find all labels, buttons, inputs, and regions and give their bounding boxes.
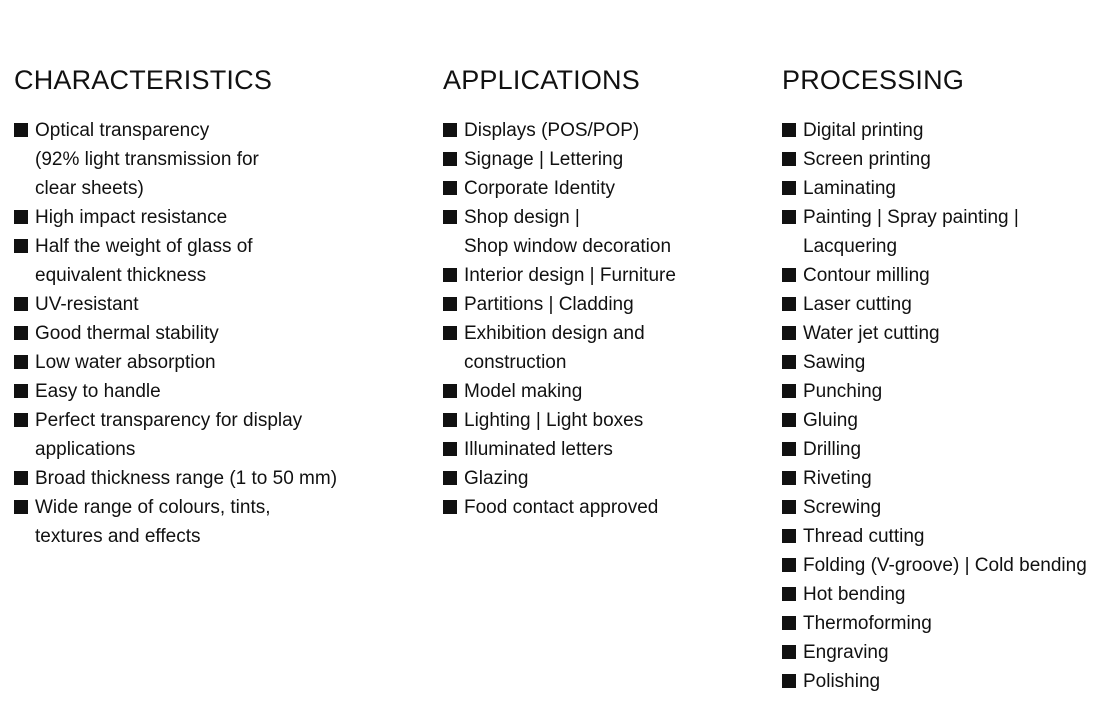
square-bullet-icon bbox=[443, 471, 457, 485]
list-item-text: Painting | Spray painting | bbox=[803, 207, 1019, 228]
square-bullet-icon bbox=[14, 326, 28, 340]
square-bullet-icon bbox=[782, 123, 796, 137]
list-item bbox=[782, 116, 1118, 145]
square-bullet-icon bbox=[782, 210, 796, 224]
square-bullet-icon bbox=[782, 297, 796, 311]
list-item-text: construction bbox=[464, 352, 567, 373]
list-item-text: Riveting bbox=[803, 468, 872, 489]
square-bullet-icon bbox=[782, 355, 796, 369]
list-item-text: Easy to handle bbox=[35, 381, 161, 402]
square-bullet-icon bbox=[443, 181, 457, 195]
list-item bbox=[443, 145, 773, 174]
list-item-text: Shop design | bbox=[464, 207, 580, 228]
square-bullet-icon bbox=[14, 413, 28, 427]
list-item-text: Gluing bbox=[803, 410, 858, 431]
list-item-text: applications bbox=[35, 439, 136, 460]
square-bullet-icon bbox=[782, 442, 796, 456]
list-item-text: Contour milling bbox=[803, 265, 930, 286]
square-bullet-icon bbox=[443, 268, 457, 282]
list-item-text: Broad thickness range (1 to 50 mm) bbox=[35, 468, 338, 489]
square-bullet-icon bbox=[782, 268, 796, 282]
list-item-text: (92% light transmission for bbox=[35, 149, 259, 170]
column-title-characteristics: CHARACTERISTICS bbox=[14, 65, 273, 95]
list-item bbox=[14, 464, 424, 493]
square-bullet-icon bbox=[443, 413, 457, 427]
list-item bbox=[782, 493, 1118, 522]
list-item-text: Sawing bbox=[803, 352, 866, 373]
square-bullet-icon bbox=[782, 152, 796, 166]
square-bullet-icon bbox=[443, 152, 457, 166]
column-title-processing: PROCESSING bbox=[782, 65, 965, 95]
list-item-text: Engraving bbox=[803, 642, 889, 663]
list-item-text: Hot bending bbox=[803, 584, 906, 605]
list-item bbox=[14, 232, 424, 290]
list-item bbox=[14, 348, 424, 377]
list-item-text: equivalent thickness bbox=[35, 265, 207, 286]
list-item-text: Optical transparency bbox=[35, 120, 210, 141]
square-bullet-icon bbox=[443, 326, 457, 340]
square-bullet-icon bbox=[782, 616, 796, 630]
square-bullet-icon bbox=[14, 210, 28, 224]
list-item bbox=[782, 203, 1118, 261]
square-bullet-icon bbox=[782, 413, 796, 427]
list-item-text: Model making bbox=[464, 381, 583, 402]
list-item-text: Good thermal stability bbox=[35, 323, 219, 344]
list-item bbox=[782, 667, 1118, 696]
list-item bbox=[782, 319, 1118, 348]
square-bullet-icon bbox=[782, 587, 796, 601]
square-bullet-icon bbox=[782, 674, 796, 688]
square-bullet-icon bbox=[782, 326, 796, 340]
list-item-text: textures and effects bbox=[35, 526, 201, 547]
square-bullet-icon bbox=[443, 500, 457, 514]
square-bullet-icon bbox=[443, 384, 457, 398]
list-item bbox=[782, 522, 1118, 551]
list-item-text: Glazing bbox=[464, 468, 529, 489]
list-item bbox=[443, 203, 773, 261]
list-item bbox=[782, 174, 1118, 203]
list-item-text: Punching bbox=[803, 381, 883, 402]
list-item bbox=[443, 261, 773, 290]
square-bullet-icon bbox=[443, 210, 457, 224]
list-item bbox=[14, 116, 424, 203]
list-item bbox=[782, 551, 1118, 580]
list-item bbox=[782, 580, 1118, 609]
list-item-text: Signage | Lettering bbox=[464, 149, 624, 170]
list-item bbox=[782, 609, 1118, 638]
list-item-text: Laminating bbox=[803, 178, 896, 199]
list-item-text: Low water absorption bbox=[35, 352, 216, 373]
list-item-text: Polishing bbox=[803, 671, 881, 692]
column-applications bbox=[443, 64, 773, 522]
column-processing bbox=[782, 64, 1118, 696]
list-item bbox=[782, 377, 1118, 406]
square-bullet-icon bbox=[14, 297, 28, 311]
list-item bbox=[782, 406, 1118, 435]
list-item-text: Exhibition design and bbox=[464, 323, 645, 344]
list-item bbox=[14, 319, 424, 348]
list-item bbox=[443, 290, 773, 319]
list-item bbox=[14, 290, 424, 319]
applications-list bbox=[443, 116, 773, 522]
list-item bbox=[782, 435, 1118, 464]
list-item-text: High impact resistance bbox=[35, 207, 228, 228]
list-item bbox=[443, 406, 773, 435]
square-bullet-icon bbox=[14, 471, 28, 485]
list-item bbox=[14, 203, 424, 232]
list-item-text: Half the weight of glass of bbox=[35, 236, 253, 257]
characteristics-list bbox=[14, 116, 424, 551]
list-item-text: Folding (V-groove) | Cold bending bbox=[803, 555, 1087, 576]
square-bullet-icon bbox=[14, 384, 28, 398]
list-item-text: Screwing bbox=[803, 497, 882, 518]
square-bullet-icon bbox=[14, 355, 28, 369]
list-item-text: Food contact approved bbox=[464, 497, 659, 518]
square-bullet-icon bbox=[782, 529, 796, 543]
list-item bbox=[443, 493, 773, 522]
list-item bbox=[443, 174, 773, 203]
square-bullet-icon bbox=[782, 500, 796, 514]
list-item-text: Perfect transparency for display bbox=[35, 410, 303, 431]
list-item-text: Interior design | Furniture bbox=[464, 265, 676, 286]
list-item-text: Displays (POS/POP) bbox=[464, 120, 640, 141]
column-title-applications: APPLICATIONS bbox=[443, 65, 640, 95]
list-item-text: Shop window decoration bbox=[464, 236, 672, 257]
list-item-text: Lacquering bbox=[803, 236, 898, 257]
list-item bbox=[443, 377, 773, 406]
list-item bbox=[782, 464, 1118, 493]
list-item-text: Laser cutting bbox=[803, 294, 912, 315]
list-item-text: Thread cutting bbox=[803, 526, 925, 547]
square-bullet-icon bbox=[782, 645, 796, 659]
square-bullet-icon bbox=[782, 471, 796, 485]
list-item-text: Digital printing bbox=[803, 120, 924, 141]
square-bullet-icon bbox=[14, 500, 28, 514]
list-item-text: clear sheets) bbox=[35, 178, 144, 199]
list-item bbox=[782, 290, 1118, 319]
square-bullet-icon bbox=[14, 239, 28, 253]
list-item bbox=[443, 116, 773, 145]
list-item bbox=[14, 406, 424, 464]
list-item-text: Thermoforming bbox=[803, 613, 932, 634]
square-bullet-icon bbox=[782, 384, 796, 398]
list-item bbox=[782, 145, 1118, 174]
square-bullet-icon bbox=[782, 558, 796, 572]
square-bullet-icon bbox=[14, 123, 28, 137]
list-item bbox=[782, 348, 1118, 377]
list-item bbox=[443, 319, 773, 377]
list-item-text: Drilling bbox=[803, 439, 862, 460]
square-bullet-icon bbox=[782, 181, 796, 195]
list-item-text: Water jet cutting bbox=[803, 323, 940, 344]
list-item-text: Illuminated letters bbox=[464, 439, 613, 460]
processing-list bbox=[782, 116, 1118, 696]
list-item-text: Lighting | Light boxes bbox=[464, 410, 644, 431]
square-bullet-icon bbox=[443, 442, 457, 456]
list-item-text: Corporate Identity bbox=[464, 178, 616, 199]
list-item bbox=[443, 464, 773, 493]
list-item bbox=[782, 638, 1118, 667]
list-item bbox=[14, 377, 424, 406]
list-item-text: UV-resistant bbox=[35, 294, 139, 315]
list-item-text: Wide range of colours, tints, bbox=[35, 497, 271, 518]
square-bullet-icon bbox=[443, 123, 457, 137]
list-item-text: Screen printing bbox=[803, 149, 931, 170]
square-bullet-icon bbox=[443, 297, 457, 311]
list-item-text: Partitions | Cladding bbox=[464, 294, 634, 315]
column-characteristics bbox=[14, 64, 424, 551]
list-item bbox=[782, 261, 1118, 290]
list-item bbox=[14, 493, 424, 551]
list-item bbox=[443, 435, 773, 464]
